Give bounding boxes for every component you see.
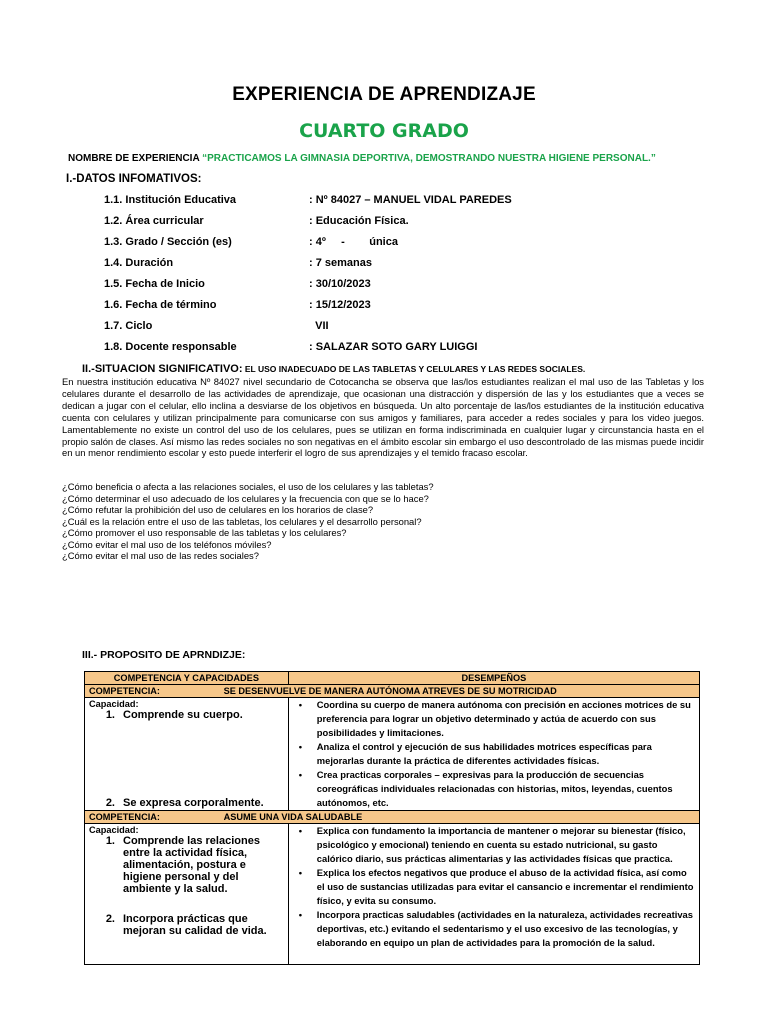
info-value: : 30/10/2023: [309, 278, 371, 290]
experience-label: NOMBRE DE EXPERIENCIA: [68, 153, 200, 164]
desempenos-cell: [288, 824, 699, 965]
section-2-topic: EL USO INADECUADO DE LAS TABLETAS Y CELULARES Y LAS REDES SOCIALES.: [242, 364, 586, 374]
info-key: 1.6. Fecha de término: [104, 299, 217, 311]
capacidad-title: Capacidad:: [89, 825, 139, 835]
question-item: ¿Cómo beneficia o afecta a las relaciones sociales, el uso de los celulares y las tabletas?: [62, 481, 434, 492]
experience-name: “PRACTICAMOS LA GIMNASIA DEPORTIVA, DEMOSTRANDO NUESTRA HIGIENE PERSONAL.”: [202, 153, 656, 164]
desempeno-item: • Crea practicas corporales – expresivas para la producción de secuencias coreográficas individuales relacionadas con historias, mitos, leyendas, cuentos autónomos, etc.: [293, 768, 695, 810]
capacidad-item: [89, 835, 284, 895]
info-value: : 7 semanas: [309, 257, 372, 269]
info-value: : 4º - única: [309, 236, 398, 248]
info-key: 1.8. Docente responsable: [104, 341, 237, 353]
competencia-cell: [85, 811, 700, 824]
competencia-label: COMPETENCIA:: [89, 812, 160, 822]
document-title: EXPERIENCIA DE APRENDIZAJE: [232, 84, 536, 105]
desempeno-item: • Incorpora practicas saludables (actividades en la naturaleza, actividades recreativas deportivas, etc.) evitando el sedentarismo y el uso excesivo de las tecnologías, y elaborando en equipo un plan de actividades para la promoción de la salud.: [293, 908, 695, 950]
section-2-title: II.-SITUACION SIGNIFICATIVO:: [82, 363, 243, 375]
competencia-name: ASUME UNA VIDA SALUDABLE: [223, 812, 363, 822]
info-key: 1.4. Duración: [104, 257, 174, 269]
competencia-row: [85, 811, 700, 824]
document-subtitle: CUARTO GRADO: [299, 120, 469, 142]
competencia-label: COMPETENCIA:: [89, 686, 160, 696]
header-desempenos: DESEMPEÑOS: [288, 672, 699, 685]
table-row: [85, 824, 700, 965]
section-3-heading: III.- PROPOSITO DE APRNDIZJE:: [82, 649, 246, 661]
question-item: ¿Cómo refutar la prohibición del uso de celulares en los horarios de clase?: [62, 504, 374, 515]
desempenos-cell: [288, 698, 699, 811]
competencia-cell: [85, 685, 700, 698]
capacidad-text: Incorpora prácticas que mejoran su calidad de vida.: [123, 913, 267, 937]
section-2-heading: [82, 363, 585, 375]
capacidad-text: Comprende las relaciones entre la actividad física, alimentación, postura e higiene personal y del ambiente y la salud.: [123, 835, 260, 895]
experience-name-line: [68, 153, 656, 164]
capacidad-item: [89, 709, 284, 721]
desempeno-item: • Explica los efectos negativos que produce el abuso de la actividad física, así como el uso de sustancias utilizadas para evitar el cansancio e incrementar el rendimiento físico, y evita su consumo.: [293, 866, 695, 908]
capacidad-number: 1.: [105, 709, 115, 721]
info-key: 1.5. Fecha de Inicio: [104, 278, 205, 290]
info-value: : Nº 84027 – MANUEL VIDAL PAREDES: [309, 194, 512, 206]
question-item: ¿Cómo evitar el mal uso de las redes sociales?: [62, 550, 259, 561]
capacidad-item: [89, 913, 284, 937]
info-key: 1.1. Institución Educativa: [104, 194, 237, 206]
question-item: ¿Cómo promover el uso responsable de las tabletas y los celulares?: [62, 527, 347, 538]
situation-paragraph: En nuestra institución educativa Nº 84027 nivel secundario de Cotocancha se observa que las/los estudiantes realizan el mal uso de las Tabletas y los celulares durante el desarrollo de las actividades de aprendizaje, que ocasionan una distracción y dispersión de las y los estudiantes que a veces se dedican a jugar con el celular, ello inclina a desviarse de los objetivos en búsqueda. Un alto porcentaje de las/los estudiantes de la institución educativa cuenta con celulares y utilizan principalmente para comunicarse con sus amigos y familiares, para acceder a redes sociales y para los video juegos. Lamentablemente no existe un control del uso de los celulares, pues se utilizan en forma indiscriminada en cualquier lugar y circunstancia hasta en el propio salón de clases. Así mismo las redes sociales no son negativas en el ámbito escolar sin embargo el uso descontrolado de las mismas puede incidir en un menor rendimiento escolar y esto puede interferir el logro de sus aprendizajes y el temido fracaso escolar.: [62, 376, 704, 459]
table-row: [85, 698, 700, 811]
info-value: : 15/12/2023: [309, 299, 371, 311]
info-key: 1.7. Ciclo: [104, 320, 153, 332]
capacidad-number: 2.: [105, 913, 115, 925]
info-value: VII: [309, 320, 329, 332]
questions-list: [62, 481, 434, 562]
capacidad-title: Capacidad:: [89, 699, 139, 709]
capacidad-text: Comprende su cuerpo.: [123, 709, 243, 721]
capacidades-cell: [85, 698, 289, 811]
info-key: 1.2. Área curricular: [104, 215, 204, 227]
purpose-table: [84, 671, 700, 965]
capacidades-cell: [85, 824, 289, 965]
desempeno-item: • Coordina su cuerpo de manera autónoma con precisión en acciones motrices de su preferencia para lograr un objetivo determinado y actúa de acuerdo con sus posibilidades y limitaciones.: [293, 698, 695, 740]
competencia-name: SE DESENVUELVE DE MANERA AUTÓNOMA ATREVES DE SU MOTRICIDAD: [223, 686, 557, 696]
table-header-row: [85, 672, 700, 685]
question-item: ¿Cómo evitar el mal uso de los teléfonos móviles?: [62, 538, 272, 550]
capacidad-text: Se expresa corporalmente.: [123, 797, 264, 809]
capacidad-number: 1.: [105, 835, 115, 847]
info-value: : SALAZAR SOTO GARY LUIGGI: [309, 341, 478, 353]
section-1-heading: I.-DATOS INFOMATIVOS:: [66, 173, 202, 185]
desempeno-item: • Analiza el control y ejecución de sus habilidades motrices específicas para mejorarlas durante la práctica de diferentes actividades físicas.: [293, 740, 695, 768]
header-competencias: COMPETENCIA Y CAPACIDADES: [85, 672, 289, 685]
capacidad-number: 2.: [105, 797, 115, 809]
question-item: ¿Cómo determinar el uso adecuado de los celulares y la frecuencia con que se lo hace?: [62, 492, 429, 504]
question-item: ¿Cuál es la relación entre el uso de las tabletas, los celulares y el desarrollo personal?: [62, 515, 422, 527]
info-value: : Educación Física.: [309, 215, 409, 227]
capacidad-item: [89, 797, 264, 809]
competencia-row: [85, 685, 700, 698]
desempeno-item: • Explica con fundamento la importancia de mantener o mejorar su bienestar (físico, psicológico y emocional) teniendo en cuenta su estado nutricional, su gasto calórico diario, sus prácticas alimentarias y las actividades físicas que practica.: [293, 824, 695, 866]
info-key: 1.3. Grado / Sección (es): [104, 236, 232, 248]
